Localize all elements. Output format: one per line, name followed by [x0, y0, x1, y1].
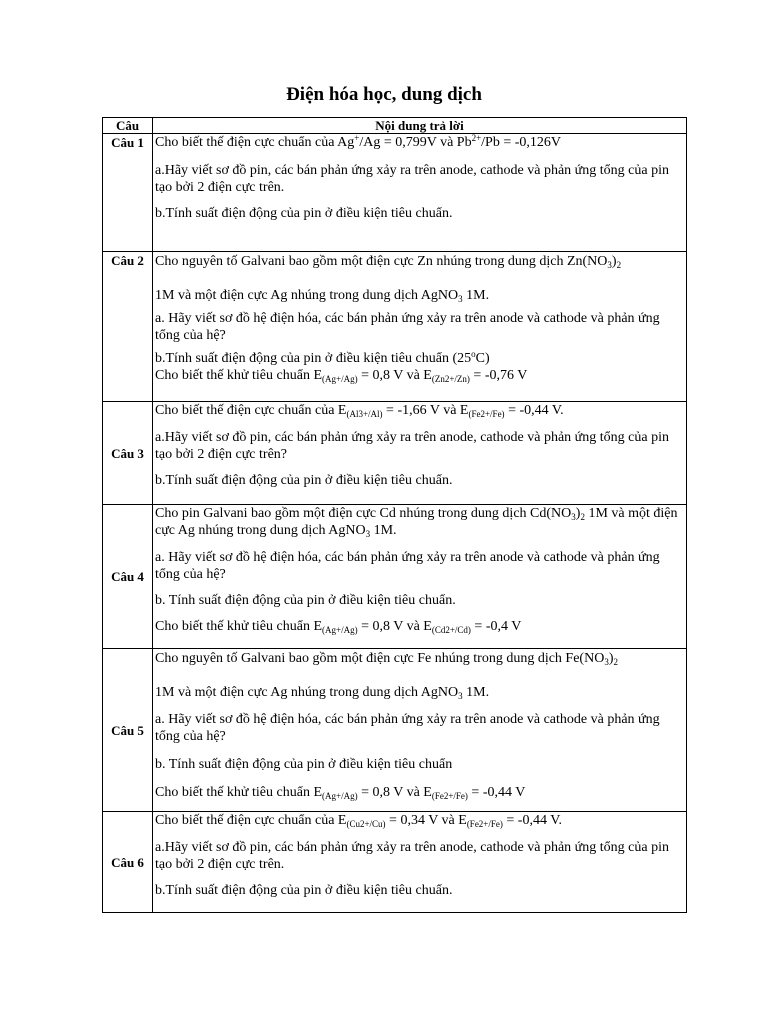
- question-row-5: [103, 649, 687, 812]
- question-label-4: Câu 4: [103, 505, 153, 649]
- question-row-6: [103, 812, 687, 913]
- question-1-line-1: Cho biết thế điện cực chuẩn của Ag+/Ag = 0,799V và $Pb^{2+}/Pb = -0,126V$: [155, 133, 562, 150]
- header-answer-col: Nội dung trả lời: [153, 118, 687, 134]
- question-4-given: Cho biết thế khử tiêu chuẩn $E_{(Ag+/Ag)} = 0,8$ V và $E_{(Cd2+/Cd)} = -0,4$ V: [155, 619, 522, 635]
- question-content-6: [153, 812, 687, 913]
- question-3-part-a: a.Hãy viết sơ đồ pin, các bán phản ứng xảy ra trên anode, cathode và phản ứng tổng của pin tạo bởi 2 điện cực trên?: [155, 430, 669, 462]
- question-3-part-b: b.Tính suất điện động của pin ở điều kiện tiêu chuẩn.: [155, 473, 453, 488]
- question-2-part-b: b.Tính suất điện động của pin ở điều kiện tiêu chuẩn (25$^o$C): [155, 349, 490, 366]
- question-5-line-2: 1M và một điện cực Ag nhúng trong dung dịch AgNO$_3$ 1M.: [155, 685, 490, 701]
- header-question-col: Câu: [103, 118, 153, 134]
- question-5-line-1: Cho nguyên tố Galvani bao gồm một điện cực Fe nhúng trong dung dịch $Fe(NO_3)_2$: [155, 651, 618, 667]
- question-1-part-b: b.Tính suất điện động của pin ở điều kiện tiêu chuẩn.: [155, 206, 453, 221]
- question-2-part-a: a. Hãy viết sơ đồ hệ điện hóa, các bán phản ứng xảy ra trên anode và cathode và phản ứng tổng của hệ?: [155, 311, 660, 343]
- question-6-part-a: a.Hãy viết sơ đồ pin, các bán phản ứng xảy ra trên anode, cathode và phản ứng tổng của pin tạo bởi 2 điện cực trên.: [155, 840, 669, 872]
- table-header-row: [103, 118, 687, 134]
- question-label-2: Câu 2: [103, 252, 153, 402]
- question-label-5: Câu 5: [103, 649, 153, 812]
- question-3-line-1: Cho biết thế điện cực chuẩn của $E_{(Al3+/Al)} = -1,66$ V và $E_{(Fe2+/Fe)} = -0,44$ V.: [155, 403, 564, 419]
- document-title: Điện hóa học, dung dịch: [286, 84, 482, 105]
- question-5-given: Cho biết thế khử tiêu chuẩn $E_{(Ag+/Ag)} = 0,8$ V và $E_{(Fe2+/Fe)} = -0,44$ V: [155, 785, 526, 801]
- question-5-part-a: a. Hãy viết sơ đồ hệ điện hóa, các bán phản ứng xảy ra trên anode và cathode và phản ứng tổng của hệ?: [155, 712, 660, 744]
- question-label-6: Câu 6: [103, 812, 153, 913]
- question-label-1: Câu 1: [103, 134, 153, 252]
- question-content-1: [153, 134, 687, 252]
- question-2-line-1: Cho nguyên tố Galvani bao gồm một điện cực Zn nhúng trong dung dịch $Zn(NO_3)_2$: [155, 254, 622, 270]
- question-row-4: [103, 505, 687, 649]
- question-row-2: [103, 252, 687, 402]
- question-label-3: Câu 3: [103, 402, 153, 505]
- question-row-3: [103, 402, 687, 505]
- question-row-1: [103, 134, 687, 252]
- question-5-part-b: b. Tính suất điện động của pin ở điều kiện tiêu chuẩn: [155, 757, 453, 772]
- question-4-part-a: a. Hãy viết sơ đồ hệ điện hóa, các bán phản ứng xảy ra trên anode và cathode và phản ứng tổng của hệ?: [155, 550, 660, 582]
- questions-table: [102, 117, 687, 913]
- question-2-given: Cho biết thế khử tiêu chuẩn $E_{(Ag+/Ag)} = 0,8$ V và $E_{(Zn2+/Zn)} = -0,76$ V: [155, 368, 528, 384]
- question-content-5: [153, 649, 687, 812]
- question-6-part-b: b.Tính suất điện động của pin ở điều kiện tiêu chuẩn.: [155, 883, 453, 898]
- question-content-3: [153, 402, 687, 505]
- question-6-line-1: Cho biết thế điện cực chuẩn của $E_{(Cu2+/Cu)} = 0,34$ V và $E_{(Fe2+/Fe)} = -0,44$ V.: [155, 813, 563, 829]
- question-content-2: [153, 252, 687, 402]
- question-4-part-b: b. Tính suất điện động của pin ở điều kiện tiêu chuẩn.: [155, 593, 456, 608]
- question-1-part-a: a.Hãy viết sơ đồ pin, các bán phản ứng xảy ra trên anode, cathode và phản ứng tổng của pin tạo bởi 2 điện cực trên.: [155, 163, 669, 195]
- question-2-line-2: 1M và một điện cực Ag nhúng trong dung dịch AgNO$_3$ 1M.: [155, 288, 490, 304]
- question-4-line-1: Cho pin Galvani bao gồm một điện cực Cd nhúng trong dung dịch $Cd(NO_3)_2$ 1M và một điện cực Ag nhúng trong dung dịch AgNO$_3$ 1M.: [155, 506, 678, 539]
- question-content-4: [153, 505, 687, 649]
